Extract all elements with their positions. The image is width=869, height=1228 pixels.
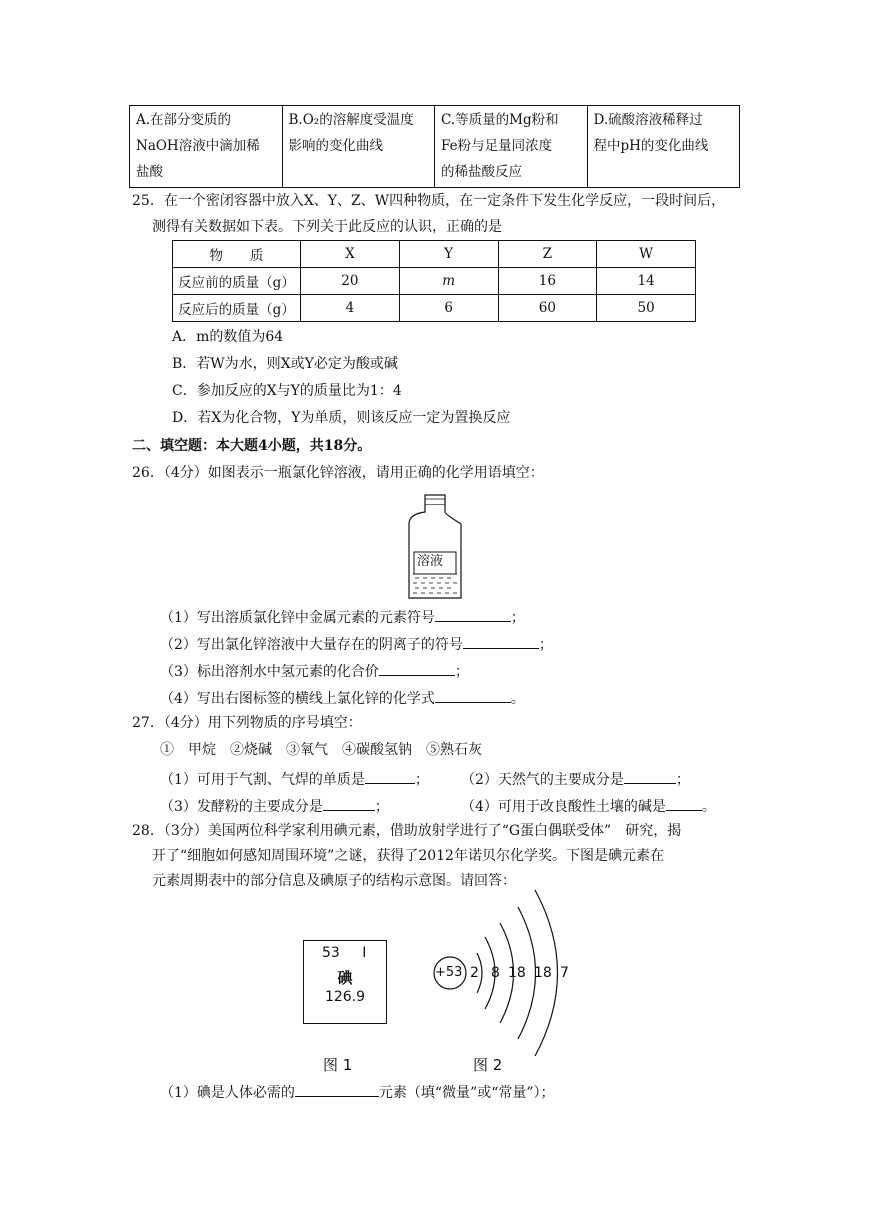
q27-part-3: （3）发酵粉的主要成分是 ； (160, 795, 389, 816)
q25-stem-line1: 25．在一个密闭容器中放入X、Y、Z、W四种物质，在一定条件下发生化学反应，一段时间后， (132, 193, 726, 209)
table-cell: 反应前的质量（g） (173, 268, 301, 295)
option-a-cell: A.在部分变质的 NaOH溶液中滴加稀 盐酸 (130, 106, 283, 188)
answer-blank[interactable] (365, 768, 415, 784)
q26-stem: 26．（4分）如图表示一瓶氯化锌溶液，请用正确的化学用语填空： (132, 465, 544, 481)
element-symbol: I (362, 945, 367, 961)
table-header-cell: W (597, 241, 696, 268)
table-cell: 4 (301, 295, 400, 322)
option-b-cell: B.O₂的溶解度受温度 影响的变化曲线 (282, 106, 435, 188)
shell-electron-count: 8 (491, 965, 500, 981)
bottle-label: 溶液 (417, 554, 444, 569)
options-table (129, 105, 740, 188)
q27-substances: ① 甲烷 ②烧碱 ③氧气 ④碳酸氢钠 ⑤熟石灰 (160, 742, 482, 758)
answer-blank[interactable] (295, 1081, 379, 1097)
table-header-cell: Z (498, 241, 597, 268)
answer-blank[interactable] (624, 768, 676, 784)
table-cell: 反应后的质量（g） (173, 295, 301, 322)
table-row (173, 268, 696, 295)
shell-electron-count: 2 (470, 965, 479, 981)
table-cell: 14 (597, 268, 696, 295)
q28-line1: 28．（3分）美国两位科学家利用碘元素，借助放射学进行了“G蛋白偶联受体” 研究，揭 (132, 823, 682, 839)
table-row (173, 295, 696, 322)
answer-blank[interactable] (463, 633, 539, 649)
answer-blank[interactable] (435, 606, 511, 622)
table-cell: 6 (399, 295, 498, 322)
q25-option-d: D．若X为化合物，Y为单质，则该反应一定为置换反应 (172, 410, 511, 426)
q25-option-a: A．m的数值为64 (172, 329, 284, 345)
q27-stem: 27．（4分）用下列物质的序号填空： (132, 715, 362, 731)
answer-blank[interactable] (323, 795, 375, 811)
table-header-cell: Y (399, 241, 498, 268)
shell-electron-count: 7 (560, 965, 569, 981)
element-name: 碘 (337, 969, 353, 987)
q27-part-1: （1）可用于气割、气焊的单质是 ； (160, 768, 429, 789)
shell-electron-count: 18 (534, 965, 552, 981)
table-cell: 50 (597, 295, 696, 322)
table-cell: 16 (498, 268, 597, 295)
q25-stem-line2: 测得有关数据如下表。下列关于此反应的认识，正确的是 (152, 219, 502, 235)
atomic-number: 53 (322, 945, 340, 961)
q27-part-2: （2）天然气的主要成分是 ； (461, 768, 690, 789)
bottle-illustration (405, 494, 465, 602)
table-header-cell: 物 质 (173, 241, 301, 268)
q26-part-3: （3）标出溶剂水中氢元素的化合价 ； (160, 660, 469, 681)
q26-part-2: （2）写出氯化锌溶液中大量存在的阴离子的符号 ； (160, 633, 553, 654)
answer-blank[interactable] (435, 687, 511, 703)
table-cell: 20 (301, 268, 400, 295)
option-c-cell: C.等质量的Mg粉和 Fe粉与足量同浓度 的稀盐酸反应 (435, 106, 588, 188)
q28-part-1: （1）碘是人体必需的 元素（填“微量”或“常量”）； (160, 1081, 555, 1102)
q27-part-4: （4）可用于改良酸性土壤的碱是 。 (461, 795, 716, 816)
q26-part-1: （1）写出溶质氯化锌中金属元素的元素符号 ； (160, 606, 525, 627)
atomic-mass: 126.9 (324, 989, 366, 1005)
q25-option-b: B．若W为水，则X或Y必定为酸或碱 (172, 356, 398, 372)
q28-line3: 元素周期表中的部分信息及碘原子的结构示意图。请回答： (152, 873, 516, 889)
shell-electron-count: 18 (508, 965, 526, 981)
figure-2-caption: 图 2 (473, 1056, 503, 1074)
mass-table (172, 240, 696, 322)
option-d-cell: D.硫酸溶液稀释过 程中pH的变化曲线 (587, 106, 740, 188)
answer-blank[interactable] (666, 795, 702, 811)
table-row (173, 241, 696, 268)
element-cell-iodine (303, 940, 387, 1024)
q25-option-c: C．参加反应的X与Y的质量比为1：4 (172, 383, 402, 399)
table-header-cell: X (301, 241, 400, 268)
q28-line2: 开了“细胞如何感知周围环境”之谜，获得了2012年诺贝尔化学奖。下图是碘元素在 (152, 848, 664, 864)
figure-1-caption: 图 1 (323, 1056, 353, 1074)
table-cell: 60 (498, 295, 597, 322)
table-cell: m (399, 268, 498, 295)
q26-part-4: （4）写出右图标签的横线上氯化锌的化学式 。 (160, 687, 525, 708)
answer-blank[interactable] (379, 660, 455, 676)
section-title: 二、填空题：本大题4小题，共18分。 (132, 438, 372, 454)
nucleus-charge: +53 (435, 965, 463, 980)
